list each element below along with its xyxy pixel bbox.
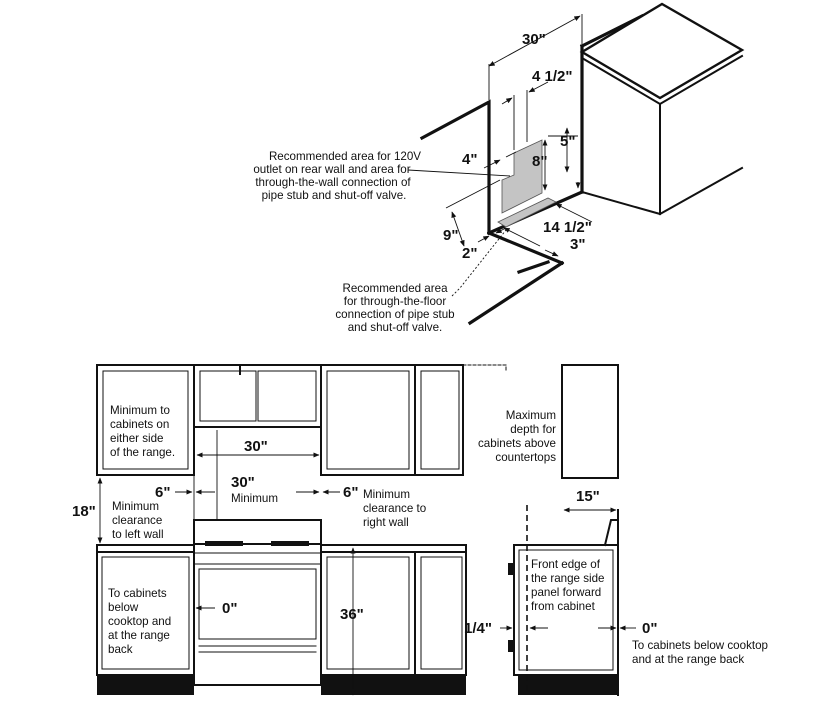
svg-text:the range side: the range side — [531, 572, 605, 585]
dim-6-right: 6" — [343, 484, 359, 501]
dim-30-top: 30" — [244, 438, 268, 455]
svg-text:cabinets on: cabinets on — [110, 418, 170, 431]
side-bottom-note — [632, 639, 768, 666]
isometric-rear-wall-diagram — [408, 4, 742, 323]
svg-text:connection of pipe stub: connection of pipe stub — [335, 308, 455, 321]
svg-text:panel forward: panel forward — [531, 586, 602, 599]
svg-text:pipe stub and shut-off valve.: pipe stub and shut-off valve. — [261, 189, 407, 202]
floor-area-note — [335, 282, 454, 334]
svg-text:at the range: at the range — [108, 629, 170, 642]
dim-18: 18" — [72, 503, 96, 520]
front-edge-note — [531, 558, 604, 613]
dim-30-min: 30" — [231, 474, 255, 491]
svg-text:below: below — [108, 601, 139, 614]
lower-cabinet-note — [108, 587, 171, 656]
svg-text:Minimum: Minimum — [112, 500, 160, 513]
wall-outlet-area — [502, 140, 542, 213]
svg-text:right wall: right wall — [363, 516, 409, 529]
upper-cabinet-note — [110, 404, 175, 459]
svg-text:Minimum to: Minimum to — [110, 404, 170, 417]
svg-text:through-the-wall connection of: through-the-wall connection of — [255, 176, 411, 189]
svg-text:to left wall: to left wall — [112, 528, 164, 541]
svg-text:clearance: clearance — [112, 514, 163, 527]
svg-text:for through-the-floor: for through-the-floor — [343, 295, 447, 308]
svg-text:from cabinet: from cabinet — [531, 600, 595, 613]
wall-area-note — [253, 150, 421, 202]
dim-36: 36" — [340, 606, 364, 623]
dim-6-left: 6" — [155, 484, 171, 501]
svg-text:Front edge of: Front edge of — [531, 558, 600, 571]
svg-text:outlet on rear wall and area f: outlet on rear wall and area for — [253, 163, 411, 176]
dim-0-front: 0" — [222, 600, 238, 617]
dim-14-half: 14 1/2" — [543, 219, 592, 236]
svg-text:To cabinets below cooktop: To cabinets below cooktop — [632, 639, 768, 652]
svg-text:and at the range back: and at the range back — [632, 653, 745, 666]
dim-0-side: 0" — [642, 620, 658, 637]
svg-text:countertops: countertops — [495, 451, 556, 464]
dim-2: 2" — [462, 245, 478, 262]
dim-4: 4" — [462, 151, 478, 168]
depth-note — [478, 409, 556, 464]
svg-text:clearance to: clearance to — [363, 502, 427, 515]
dim-width-30: 30" — [522, 31, 546, 48]
dim-3: 3" — [570, 236, 586, 253]
svg-text:Recommended area for 120V: Recommended area for 120V — [268, 150, 422, 163]
svg-text:depth for: depth for — [510, 423, 556, 436]
svg-text:Maximum: Maximum — [505, 409, 556, 422]
svg-text:Recommended area: Recommended area — [342, 282, 448, 295]
dim-quarter: 1/4" — [464, 620, 492, 637]
dim-5: 5" — [560, 133, 576, 150]
svg-text:To cabinets: To cabinets — [108, 587, 167, 600]
dim-8: 8" — [532, 153, 548, 170]
left-clearance-note — [112, 500, 164, 541]
right-clearance-note — [363, 488, 426, 529]
svg-text:cooktop and: cooktop and — [108, 615, 172, 628]
svg-text:and shut-off valve.: and shut-off valve. — [347, 321, 443, 334]
dim-15: 15" — [576, 488, 600, 505]
svg-text:cabinets above: cabinets above — [478, 437, 556, 450]
svg-text:either side: either side — [110, 432, 164, 445]
dim-9: 9" — [443, 227, 459, 244]
dim-4-half: 4 1/2" — [532, 68, 573, 85]
svg-text:Minimum: Minimum — [363, 488, 411, 501]
svg-text:of the range.: of the range. — [110, 446, 176, 459]
minimum-label: Minimum — [231, 492, 279, 505]
svg-text:back: back — [108, 643, 133, 656]
